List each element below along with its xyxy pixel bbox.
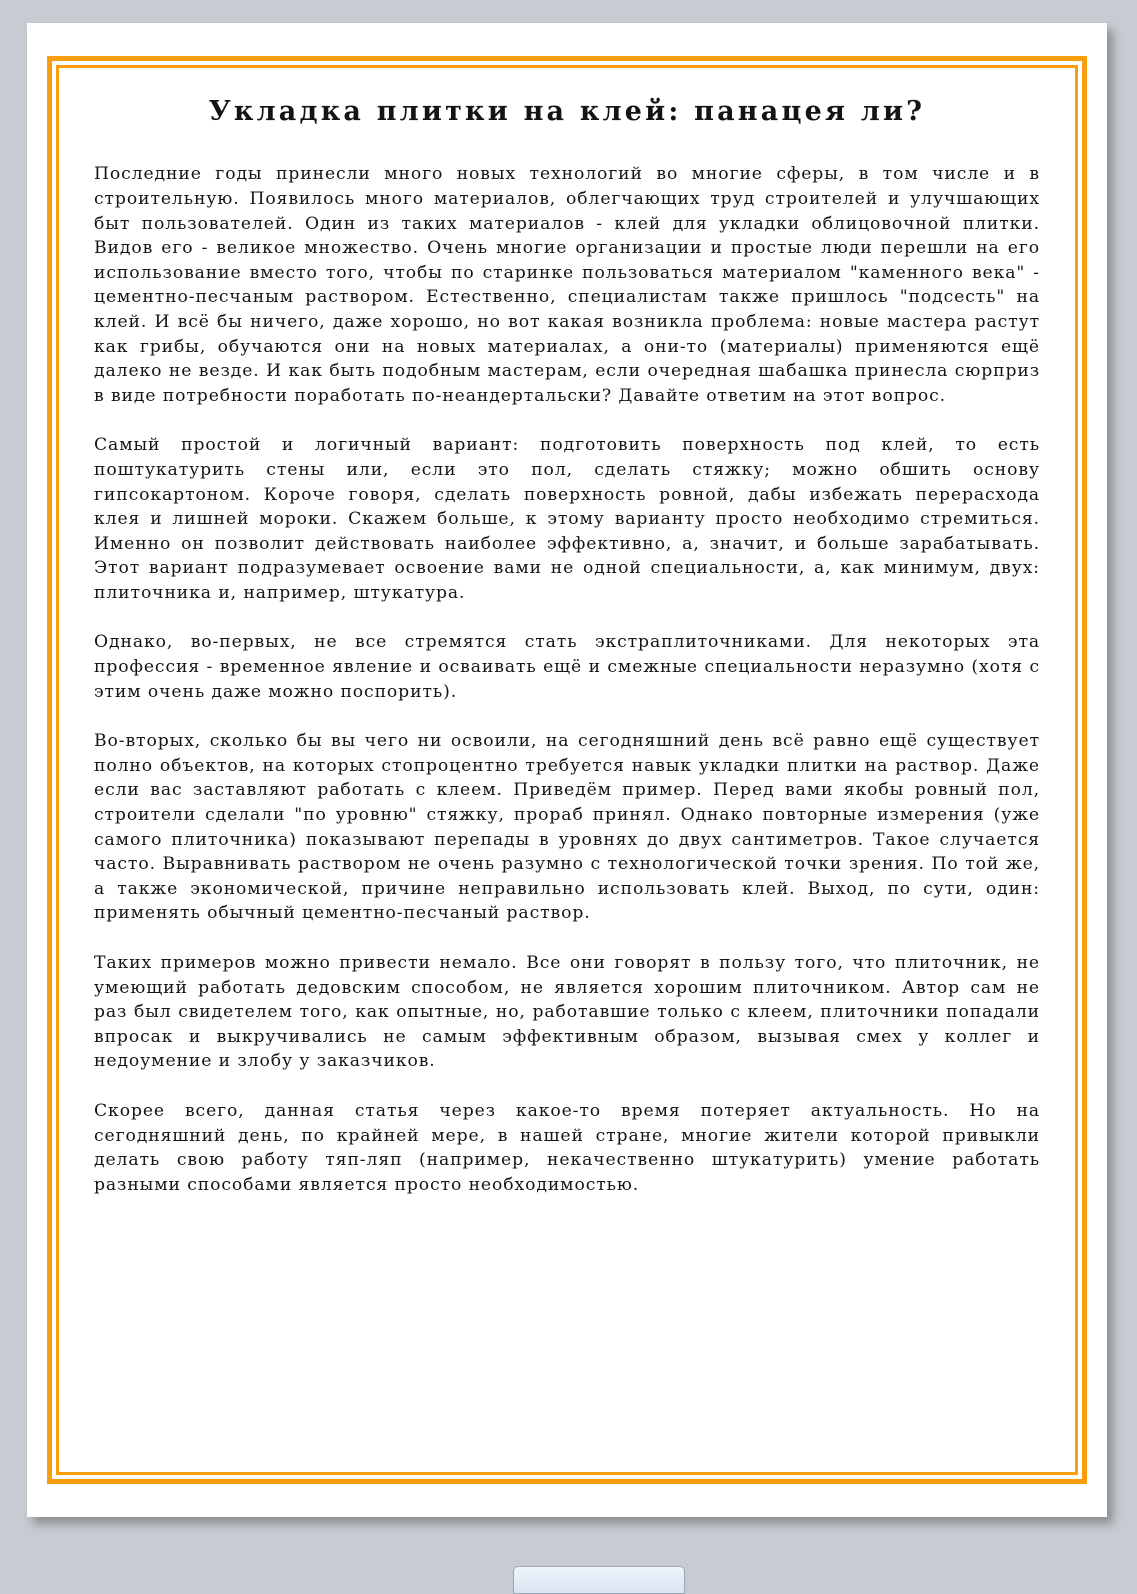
article-paragraph: Последние годы принесли много новых технологий во многие сферы, в том числе и в строительную. Появилось много материалов, облегчающих труд строителей и улучшающих быт пользователей. Один из таких материалов - клей для укладки облицовочной плитки. Видов его - великое множество. Очень многие организации и простые люди перешли на его использование вместо того, чтобы по старинке пользоваться материалом "каменного века" - цементно-песчаным раствором. Естественно, специалистам также пришлось "подсесть" на клей. И всё бы ничего, даже хорошо, но вот какая возникла проблема: новые мастера растут как грибы, обучаются они на новых материалах, а они-то (материалы) применяются ещё далеко не везде. И как быть подобным мастерам, если очередная шабашка принесла сюрприз в виде потребности поработать по-неандертальски? Давайте ответим на этот вопрос.: [94, 164, 1040, 406]
article-content: [94, 96, 1040, 1462]
article-paragraph: Однако, во-первых, не все стремятся стать экстраплиточниками. Для некоторых эта профессия - временное явление и осваивать ещё и смежные специальности неразумно (хотя с этим очень даже можно поспорить).: [94, 632, 1040, 702]
document-page: [27, 23, 1107, 1517]
bottom-action-button[interactable]: [513, 1566, 685, 1594]
decorative-orange-frame-outer: [47, 56, 1087, 1484]
page-title: Укладка плитки на клей: панацея ли?: [208, 96, 926, 127]
article-paragraph: Во-вторых, сколько бы вы чего ни освоили, на сегодняшний день всё равно ещё существует полно объектов, на которых стопроцентно требуется навык укладки плитки на раствор. Даже если вас заставляют работать с клеем. Приведём пример. Перед вами якобы ровный пол, строители сделали "по уровню" стяжку, прораб принял. Однако повторные измерения (уже самого плиточника) показывают перепады в уровнях до двух сантиметров. Такое случается часто. Выравнивать раствором не очень разумно с технологической точки зрения. По той же, а также экономической, причине неправильно использовать клей. Выход, по сути, один: применять обычный цементно-песчаный раствор.: [94, 731, 1040, 924]
article-paragraph: Таких примеров можно привести немало. Все они говорят в пользу того, что плиточник, не умеющий работать дедовским способом, не является хорошим плиточником. Автор сам не раз был свидетелем того, как опытные, но, работавшие только с клеем, плиточники попадали впросак и выкручивались не самым эффективным образом, вызывая смех у коллег и недоумение и злобу у заказчиков.: [94, 953, 1040, 1072]
article-paragraph: Скорее всего, данная статья через какое-то время потеряет актуальность. Но на сегодняшний день, по крайней мере, в нашей стране, многие жители которой привыкли делать свою работу тяп-ляп (например, некачественно штукатурить) умение работать разными способами является просто необходимостью.: [94, 1100, 1040, 1195]
article-paragraph: Самый простой и логичный вариант: подготовить поверхность под клей, то есть поштукатурить стены или, если это пол, сделать стяжку; можно обшить основу гипсокартоном. Короче говоря, сделать поверхность ровной, дабы избежать перерасхода клея и лишней мороки. Скажем больше, к этому варианту просто необходимо стремиться. Именно он позволит действовать наиболее эффективно, а, значит, и больше зарабатывать. Этот вариант подразумевает освоение вами не одной специальности, а, как минимум, двух: плиточника и, например, штукатура.: [94, 435, 1040, 603]
decorative-orange-frame-inner: [56, 65, 1078, 1475]
